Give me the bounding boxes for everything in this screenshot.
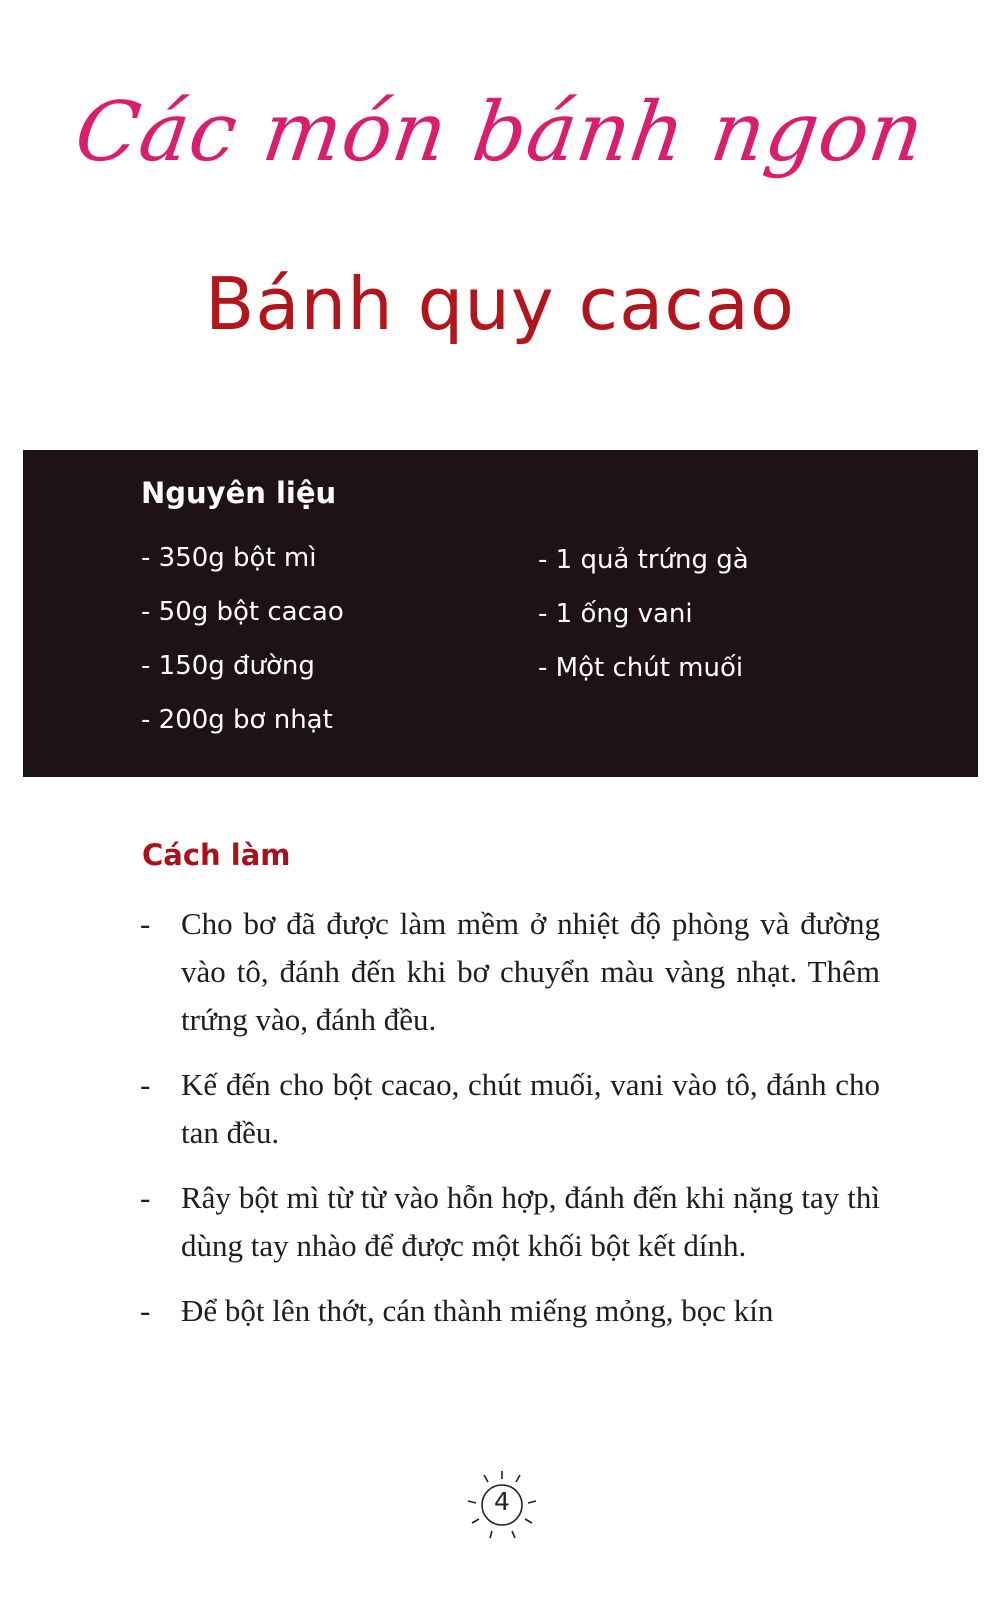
method-step xyxy=(140,1174,880,1270)
step-text: Cho bơ đã được làm mềm ở nhiệt độ phòng và đường vào tô, đánh đến khi bơ chuyển màu vàng nhạt. Thêm trứng vào, đánh đều. xyxy=(181,906,880,1037)
ingredients-heading: Nguyên liệu xyxy=(141,476,337,510)
ingredients-left-column xyxy=(141,538,344,754)
recipe-title: Bánh quy cacao xyxy=(205,262,795,346)
step-text: Kế đến cho bột cacao, chút muối, vani vào tô, đánh cho tan đều. xyxy=(181,1067,880,1150)
ingredient-item: - 50g bột cacao xyxy=(141,597,344,627)
ingredient-item: - 200g bơ nhạt xyxy=(141,705,333,735)
ingredients-box xyxy=(23,450,978,777)
step-bullet: - xyxy=(140,1067,151,1102)
ingredient-item: - 350g bột mì xyxy=(141,543,317,573)
page-number-badge xyxy=(462,1465,542,1545)
ingredients-right-column xyxy=(538,540,749,702)
step-text: Rây bột mì từ từ vào hỗn hợp, đánh đến khi nặng tay thì dùng tay nhào để được một khối bột kết dính. xyxy=(181,1180,880,1263)
method-heading: Cách làm xyxy=(142,838,291,872)
series-title: Các món bánh ngon xyxy=(69,85,931,180)
ingredient-item: - 1 ống vani xyxy=(538,599,693,629)
method-steps xyxy=(140,900,880,1352)
step-bullet: - xyxy=(140,1180,151,1215)
method-step xyxy=(140,900,880,1044)
step-bullet: - xyxy=(140,906,151,941)
ingredient-item: - 1 quả trứng gà xyxy=(538,545,749,575)
page-number: 4 xyxy=(494,1487,510,1516)
ingredient-item: - Một chút muối xyxy=(538,653,744,683)
ingredient-item: - 150g đường xyxy=(141,651,315,681)
method-step xyxy=(140,1287,880,1335)
step-bullet: - xyxy=(140,1293,151,1328)
step-text: Để bột lên thớt, cán thành miếng mỏng, bọc kín xyxy=(181,1293,774,1328)
method-step xyxy=(140,1061,880,1157)
